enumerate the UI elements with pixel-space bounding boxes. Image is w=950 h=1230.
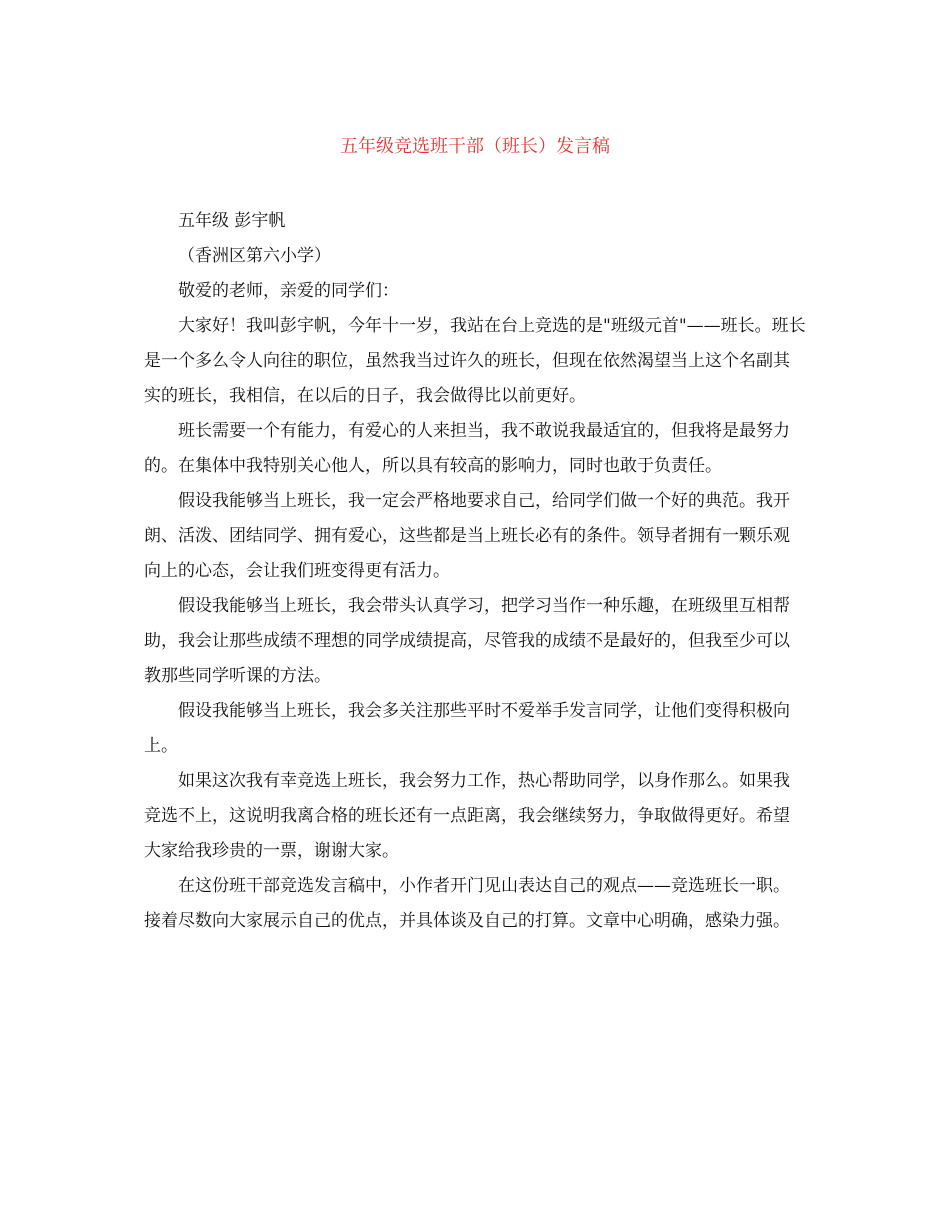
paragraph-closing: 如果这次我有幸竞选上班长，我会努力工作，热心帮助同学，以身作那么。如果我竞选不上，这说明我离合格的班长还有一点距离，我会继续努力，争取做得更好。希望大家给我珍贵的一票，谢谢大家。 (144, 771, 790, 861)
salutation: 敬爱的老师，亲爱的同学们： (178, 281, 399, 301)
document-title: 五年级竞选班干部（班长）发言稿 (340, 136, 610, 157)
paragraph-study: 假设我能够当上班长，我会带头认真学习，把学习当作一种乐趣，在班级里互相帮助，我会让那些成绩不理想的同学成绩提高，尽管我的成绩不是最好的，但我至少可以教那些同学听课的方法。 (144, 596, 790, 686)
author-line: 五年级 彭宇帆 (178, 211, 286, 231)
paragraph-intro: 大家好！我叫彭宇帆，今年十一岁，我站在台上竞选的是"班级元首"——班长。班长是一个多么令人向往的职位，虽然我当过许久的班长，但现在依然渴望当上这个名副其实的班长，我相信，在以后的日子，我会做得比以前更好。 (144, 316, 806, 406)
school-line: （香洲区第六小学） (178, 246, 331, 266)
paragraph-attention: 假设我能够当上班长，我会多关注那些平时不爱举手发言同学，让他们变得积极向上。 (144, 701, 790, 756)
document-body (144, 204, 806, 939)
paragraph-ability: 班长需要一个有能力，有爱心的人来担当，我不敢说我最适宜的，但我将是最努力的。在集体中我特别关心他人，所以具有较高的影响力，同时也敢于负责任。 (144, 421, 790, 476)
paragraph-commentary: 在这份班干部竞选发言稿中，小作者开门见山表达自己的观点——竞选班长一职。接着尽数向大家展示自己的优点，并具体谈及自己的打算。文章中心明确，感染力强。 (144, 876, 790, 931)
paragraph-example: 假设我能够当上班长，我一定会严格地要求自己，给同学们做一个好的典范。我开朗、活泼、团结同学、拥有爱心，这些都是当上班长必有的条件。领导者拥有一颗乐观向上的心态，会让我们班变得更有活力。 (144, 491, 790, 581)
